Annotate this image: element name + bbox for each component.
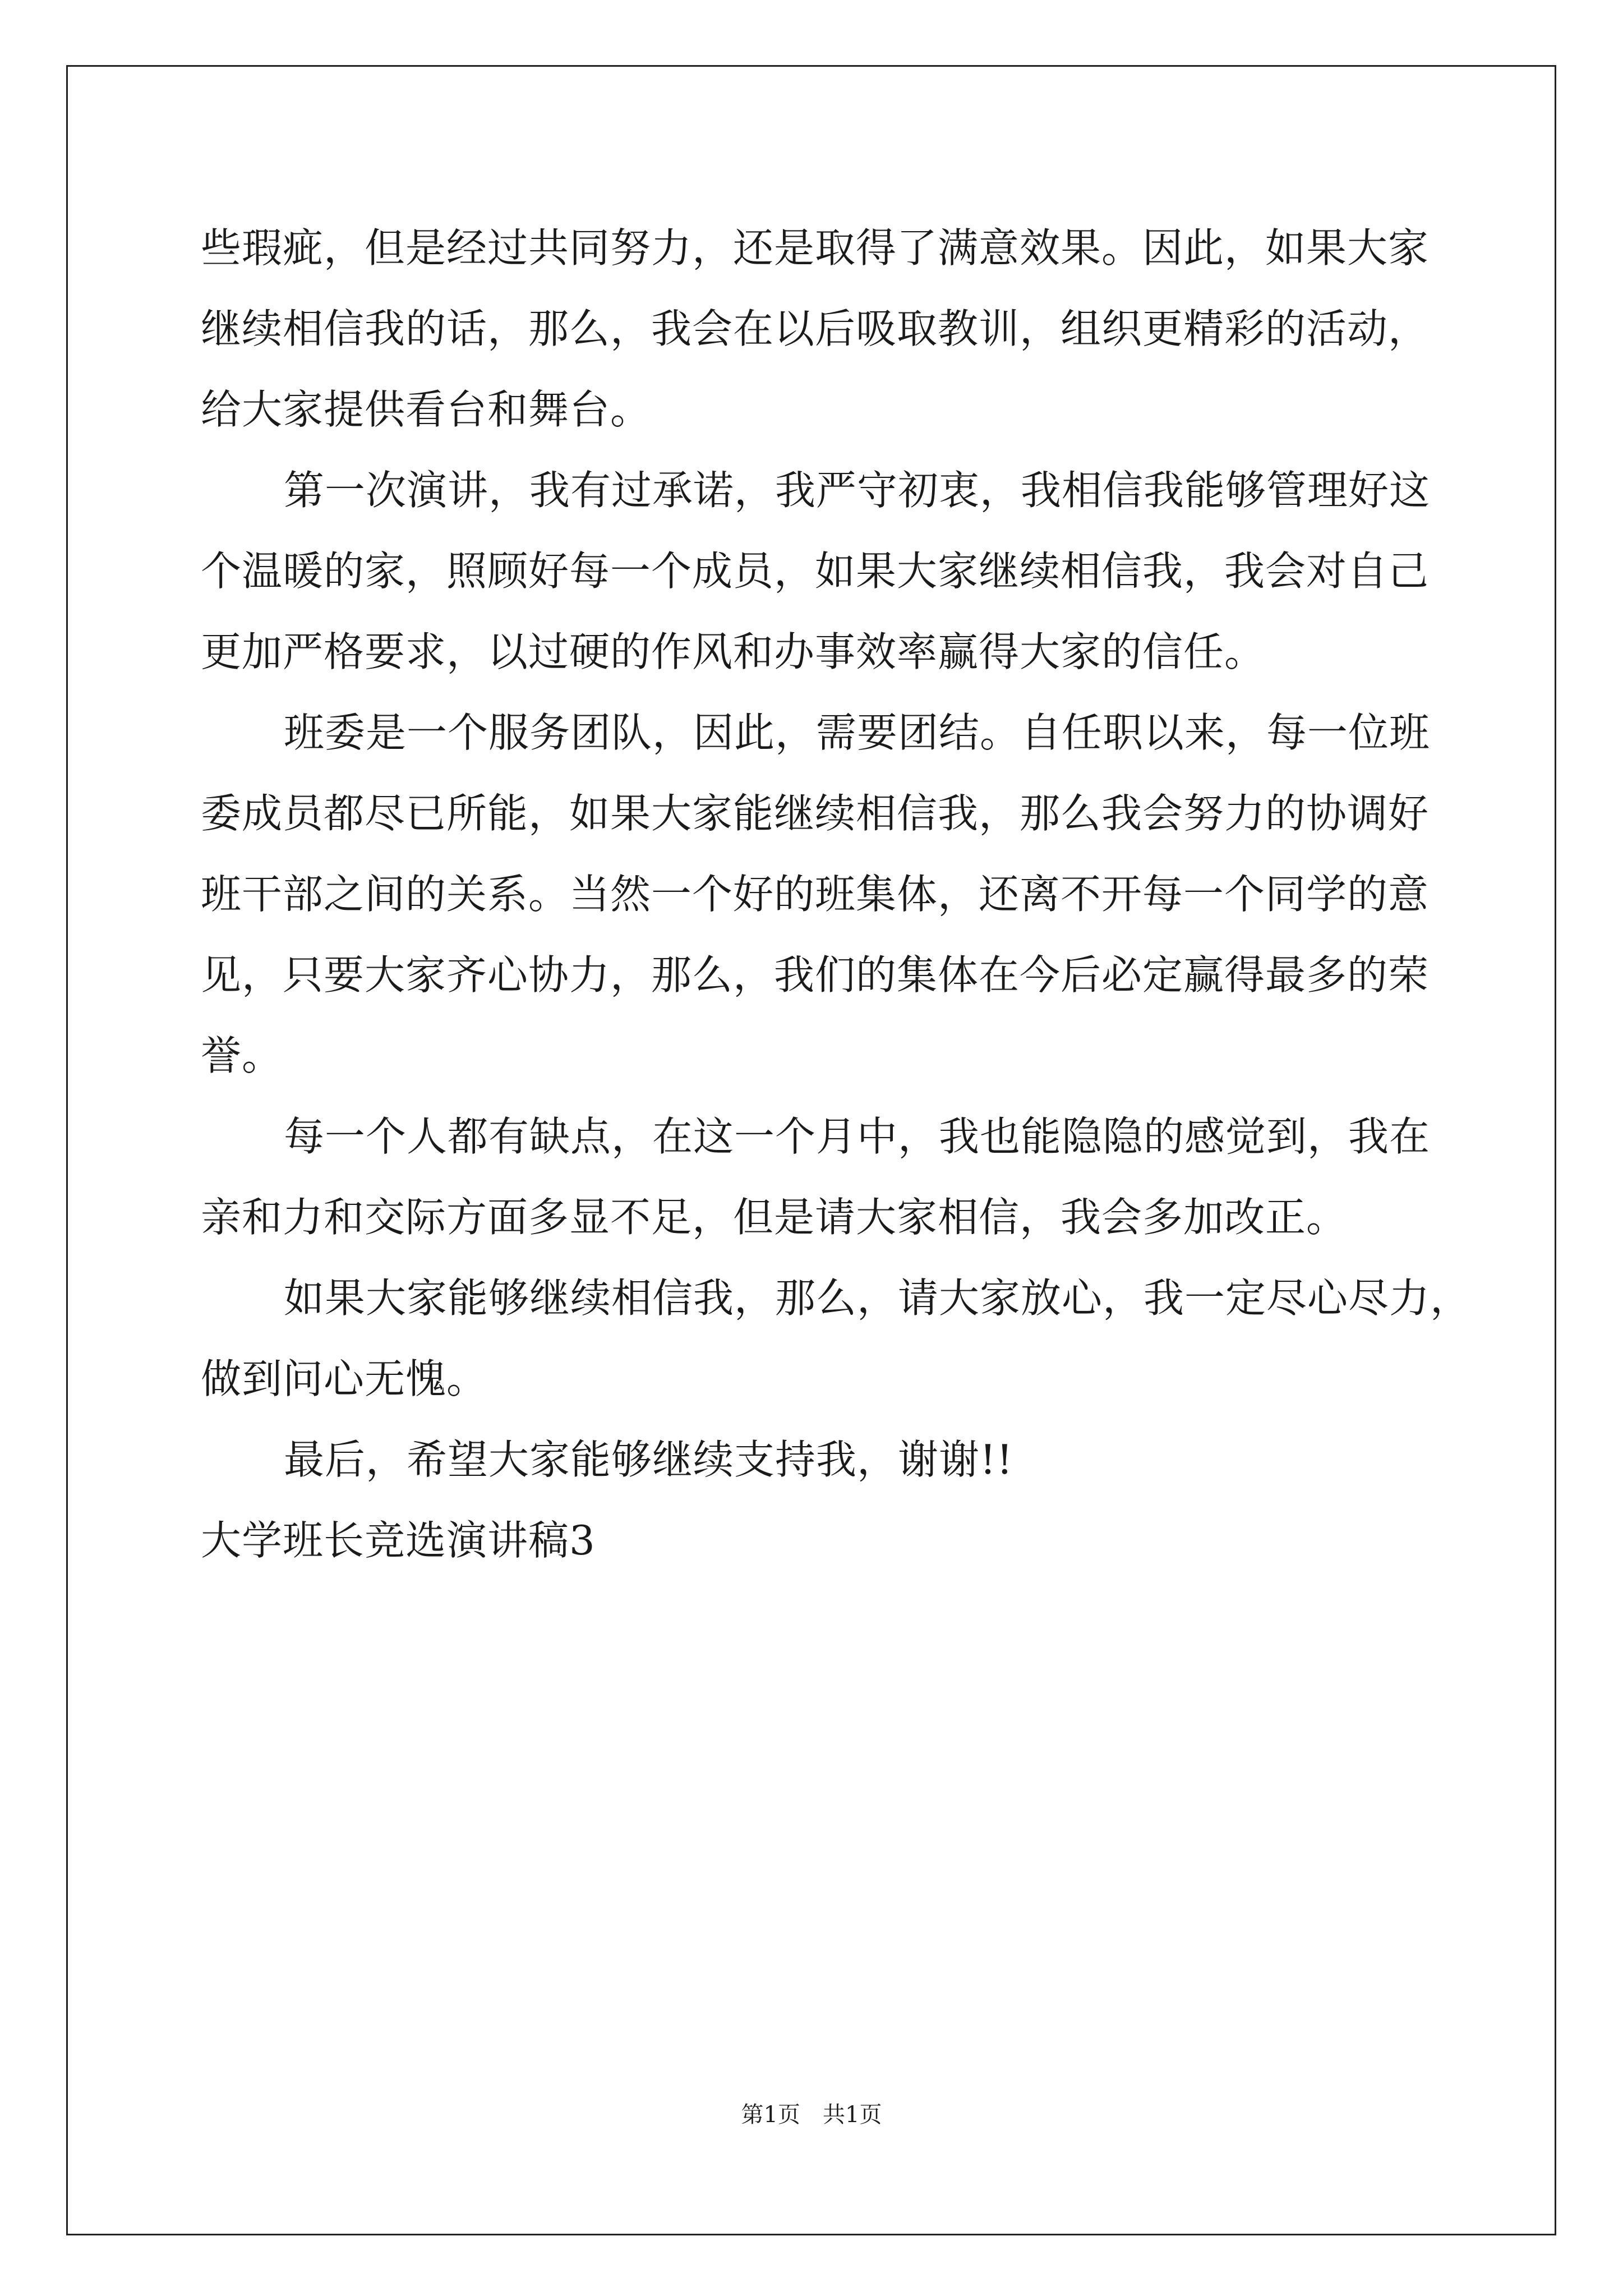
paragraph-first-line: 第一次演讲，我有过承诺，我严守初衷，我相信我能够管理好这 <box>284 467 1431 514</box>
paragraph-first-line: 最后，希望大家能够继续支持我，谢谢!! <box>284 1436 1013 1483</box>
body-line: 给大家提供看台和舞台。 <box>201 386 652 433</box>
body-line: 班干部之间的关系。当然一个好的班集体，还离不开每一个同学的意 <box>201 871 1430 918</box>
body-line: 个温暖的家，照顾好每一个成员，如果大家继续相信我，我会对自己 <box>201 547 1430 595</box>
body-line: 继续相信我的话，那么，我会在以后吸取教训，组织更精彩的活动， <box>201 305 1430 352</box>
paragraph-first-line: 如果大家能够继续相信我，那么，请大家放心，我一定尽心尽力， <box>284 1274 1472 1322</box>
document-body <box>201 208 1472 1581</box>
body-line: 更加严格要求，以过硬的作风和办事效率赢得大家的信任。 <box>201 628 1266 675</box>
section-heading: 大学班长竞选演讲稿3 <box>201 1517 596 1564</box>
paragraph-first-line: 班委是一个服务团队，因此，需要团结。自任职以来，每一位班 <box>284 709 1431 756</box>
body-line: 誉。 <box>201 1032 283 1079</box>
body-line: 些瑕疵，但是经过共同努力，还是取得了满意效果。因此，如果大家 <box>201 224 1430 272</box>
body-line: 做到问心无愧。 <box>201 1355 488 1402</box>
body-line: 委成员都尽已所能，如果大家能继续相信我，那么我会努力的协调好 <box>201 790 1430 837</box>
body-line: 亲和力和交际方面多显不足，但是请大家相信，我会多加改正。 <box>201 1194 1348 1241</box>
page-number-footer: 第1页 共1页 <box>741 2102 882 2128</box>
paragraph-first-line: 每一个人都有缺点，在这一个月中，我也能隐隐的感觉到，我在 <box>284 1113 1431 1160</box>
body-line: 见，只要大家齐心协力，那么，我们的集体在今后必定赢得最多的荣 <box>201 951 1430 999</box>
